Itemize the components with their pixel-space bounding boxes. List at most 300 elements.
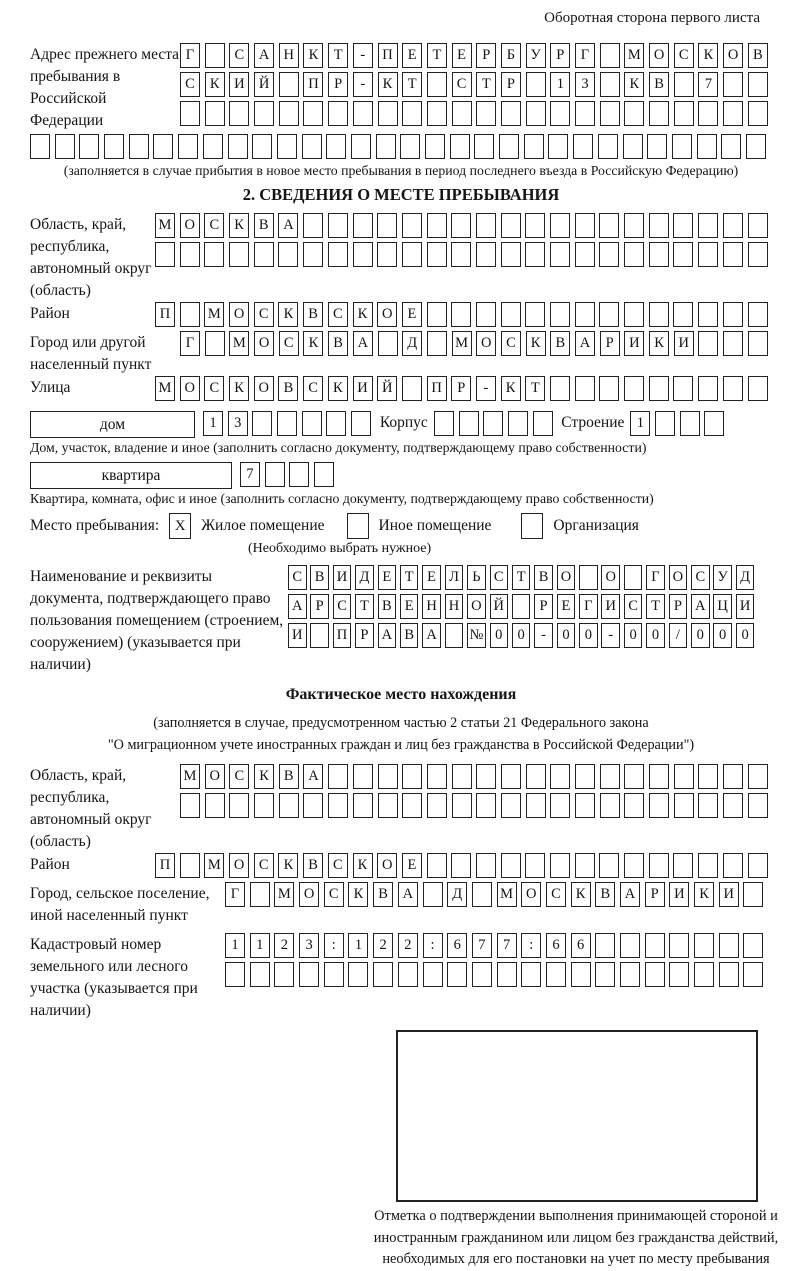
char-cell[interactable]: В bbox=[310, 565, 329, 590]
char-cell[interactable] bbox=[743, 962, 763, 987]
char-cell[interactable] bbox=[427, 764, 447, 789]
char-cell[interactable] bbox=[550, 764, 570, 789]
char-cell[interactable]: А bbox=[353, 331, 373, 356]
char-cell[interactable]: Е bbox=[402, 302, 422, 327]
char-cell[interactable] bbox=[274, 962, 294, 987]
char-cell[interactable] bbox=[451, 302, 471, 327]
char-cell[interactable] bbox=[649, 853, 669, 878]
char-cell[interactable]: С bbox=[254, 302, 274, 327]
char-cell[interactable] bbox=[748, 764, 768, 789]
char-cell[interactable] bbox=[575, 793, 595, 818]
char-cell[interactable] bbox=[314, 462, 334, 487]
char-cell[interactable]: 0 bbox=[646, 623, 665, 648]
char-cell[interactable] bbox=[550, 853, 570, 878]
char-cell[interactable] bbox=[698, 242, 718, 267]
char-cell[interactable]: : bbox=[521, 933, 541, 958]
char-cell[interactable]: Т bbox=[355, 594, 374, 619]
char-cell[interactable]: Р bbox=[310, 594, 329, 619]
char-cell[interactable] bbox=[620, 933, 640, 958]
char-cell[interactable]: Г bbox=[225, 882, 245, 907]
char-cell[interactable]: 2 bbox=[398, 933, 418, 958]
char-cell[interactable] bbox=[278, 242, 298, 267]
char-cell[interactable]: 0 bbox=[557, 623, 576, 648]
char-cell[interactable]: П bbox=[155, 853, 175, 878]
char-cell[interactable]: Н bbox=[422, 594, 441, 619]
char-cell[interactable] bbox=[674, 101, 694, 126]
char-cell[interactable] bbox=[427, 242, 447, 267]
char-cell[interactable] bbox=[599, 302, 619, 327]
char-cell[interactable] bbox=[748, 242, 768, 267]
char-cell[interactable] bbox=[279, 793, 299, 818]
char-cell[interactable]: С bbox=[229, 43, 249, 68]
char-cell[interactable] bbox=[623, 134, 643, 159]
char-cell[interactable]: М bbox=[497, 882, 517, 907]
char-cell[interactable] bbox=[575, 242, 595, 267]
char-cell[interactable]: И bbox=[601, 594, 620, 619]
char-cell[interactable] bbox=[445, 623, 464, 648]
char-cell[interactable]: К bbox=[348, 882, 368, 907]
char-cell[interactable] bbox=[526, 764, 546, 789]
char-cell[interactable] bbox=[575, 376, 595, 401]
char-cell[interactable]: Д bbox=[355, 565, 374, 590]
char-cell[interactable] bbox=[434, 411, 454, 436]
char-cell[interactable] bbox=[624, 565, 643, 590]
char-cell[interactable] bbox=[402, 376, 422, 401]
char-cell[interactable]: - bbox=[476, 376, 496, 401]
char-cell[interactable] bbox=[748, 72, 768, 97]
char-cell[interactable]: В bbox=[595, 882, 615, 907]
char-cell[interactable]: О bbox=[377, 853, 397, 878]
char-cell[interactable] bbox=[225, 962, 245, 987]
char-cell[interactable] bbox=[353, 242, 373, 267]
char-cell[interactable] bbox=[353, 793, 373, 818]
char-cell[interactable]: Ц bbox=[713, 594, 732, 619]
char-cell[interactable]: О bbox=[180, 213, 200, 238]
char-cell[interactable] bbox=[398, 962, 418, 987]
char-cell[interactable]: 2 bbox=[274, 933, 294, 958]
char-cell[interactable]: М bbox=[155, 376, 175, 401]
char-cell[interactable] bbox=[525, 242, 545, 267]
char-cell[interactable] bbox=[250, 962, 270, 987]
char-cell[interactable]: Е bbox=[422, 565, 441, 590]
char-cell[interactable] bbox=[425, 134, 445, 159]
char-cell[interactable] bbox=[180, 242, 200, 267]
char-cell[interactable]: О bbox=[476, 331, 496, 356]
char-cell[interactable] bbox=[104, 134, 124, 159]
char-cell[interactable] bbox=[277, 411, 297, 436]
char-cell[interactable]: Р bbox=[550, 43, 570, 68]
char-cell[interactable]: 6 bbox=[571, 933, 591, 958]
char-cell[interactable]: А bbox=[422, 623, 441, 648]
char-cell[interactable] bbox=[180, 853, 200, 878]
char-cell[interactable] bbox=[526, 101, 546, 126]
char-cell[interactable] bbox=[180, 302, 200, 327]
char-cell[interactable] bbox=[723, 376, 743, 401]
char-cell[interactable] bbox=[476, 302, 496, 327]
char-cell[interactable]: О bbox=[669, 565, 688, 590]
char-cell[interactable] bbox=[698, 331, 718, 356]
char-cell[interactable] bbox=[624, 764, 644, 789]
char-cell[interactable]: О bbox=[205, 764, 225, 789]
char-cell[interactable] bbox=[649, 101, 669, 126]
char-cell[interactable]: И bbox=[333, 565, 352, 590]
char-cell[interactable]: - bbox=[353, 43, 373, 68]
char-cell[interactable] bbox=[254, 793, 274, 818]
char-cell[interactable]: А bbox=[303, 764, 323, 789]
char-cell[interactable] bbox=[351, 134, 371, 159]
char-cell[interactable]: 1 bbox=[203, 411, 223, 436]
char-cell[interactable] bbox=[723, 302, 743, 327]
char-cell[interactable] bbox=[450, 134, 470, 159]
char-cell[interactable] bbox=[205, 101, 225, 126]
char-cell[interactable]: О bbox=[601, 565, 620, 590]
char-cell[interactable]: Р bbox=[476, 43, 496, 68]
char-cell[interactable]: О bbox=[229, 853, 249, 878]
char-cell[interactable]: 2 bbox=[373, 933, 393, 958]
char-cell[interactable] bbox=[303, 213, 323, 238]
char-cell[interactable] bbox=[674, 793, 694, 818]
char-cell[interactable]: 0 bbox=[713, 623, 732, 648]
char-cell[interactable]: 1 bbox=[348, 933, 368, 958]
char-cell[interactable] bbox=[645, 962, 665, 987]
char-cell[interactable] bbox=[704, 411, 724, 436]
char-cell[interactable]: М bbox=[624, 43, 644, 68]
char-cell[interactable] bbox=[501, 302, 521, 327]
char-cell[interactable] bbox=[524, 134, 544, 159]
char-cell[interactable]: О bbox=[649, 43, 669, 68]
char-cell[interactable]: 6 bbox=[447, 933, 467, 958]
char-cell[interactable] bbox=[723, 72, 743, 97]
char-cell[interactable]: М bbox=[180, 764, 200, 789]
char-cell[interactable] bbox=[476, 764, 496, 789]
char-cell[interactable] bbox=[698, 376, 718, 401]
char-cell[interactable] bbox=[748, 376, 768, 401]
char-cell[interactable] bbox=[748, 302, 768, 327]
char-cell[interactable] bbox=[743, 882, 763, 907]
char-cell[interactable] bbox=[180, 793, 200, 818]
char-cell[interactable] bbox=[289, 462, 309, 487]
char-cell[interactable]: - bbox=[534, 623, 553, 648]
char-cell[interactable]: А bbox=[691, 594, 710, 619]
char-cell[interactable] bbox=[723, 764, 743, 789]
char-cell[interactable] bbox=[351, 411, 371, 436]
char-cell[interactable]: В bbox=[303, 302, 323, 327]
char-cell[interactable]: Т bbox=[328, 43, 348, 68]
char-cell[interactable] bbox=[620, 962, 640, 987]
char-cell[interactable]: К bbox=[303, 43, 323, 68]
char-cell[interactable] bbox=[180, 101, 200, 126]
char-cell[interactable] bbox=[600, 43, 620, 68]
char-cell[interactable]: Б bbox=[501, 43, 521, 68]
char-cell[interactable]: Р bbox=[451, 376, 471, 401]
char-cell[interactable]: К bbox=[303, 331, 323, 356]
char-cell[interactable] bbox=[328, 213, 348, 238]
char-cell[interactable] bbox=[649, 376, 669, 401]
char-cell[interactable] bbox=[451, 213, 471, 238]
char-cell[interactable] bbox=[748, 101, 768, 126]
char-cell[interactable] bbox=[548, 134, 568, 159]
char-cell[interactable] bbox=[376, 134, 396, 159]
char-cell[interactable]: К bbox=[501, 376, 521, 401]
char-cell[interactable] bbox=[79, 134, 99, 159]
char-cell[interactable] bbox=[378, 331, 398, 356]
char-cell[interactable]: Т bbox=[402, 72, 422, 97]
char-cell[interactable] bbox=[694, 962, 714, 987]
char-cell[interactable]: У bbox=[526, 43, 546, 68]
char-cell[interactable] bbox=[252, 411, 272, 436]
char-cell[interactable]: К bbox=[278, 853, 298, 878]
char-cell[interactable] bbox=[310, 623, 329, 648]
char-cell[interactable]: Р bbox=[534, 594, 553, 619]
char-cell[interactable] bbox=[575, 302, 595, 327]
char-cell[interactable] bbox=[204, 242, 224, 267]
char-cell[interactable]: К bbox=[353, 302, 373, 327]
char-cell[interactable] bbox=[595, 933, 615, 958]
char-cell[interactable]: К bbox=[205, 72, 225, 97]
char-cell[interactable]: В bbox=[748, 43, 768, 68]
char-cell[interactable] bbox=[673, 242, 693, 267]
char-cell[interactable] bbox=[508, 411, 528, 436]
char-cell[interactable]: 0 bbox=[579, 623, 598, 648]
char-cell[interactable]: А bbox=[378, 623, 397, 648]
char-cell[interactable]: О bbox=[557, 565, 576, 590]
char-cell[interactable]: В bbox=[550, 331, 570, 356]
char-cell[interactable] bbox=[624, 242, 644, 267]
char-cell[interactable]: С bbox=[501, 331, 521, 356]
char-cell[interactable]: К bbox=[353, 853, 373, 878]
checkbox-other-premises[interactable] bbox=[347, 513, 369, 539]
char-cell[interactable]: К bbox=[378, 72, 398, 97]
char-cell[interactable]: Р bbox=[328, 72, 348, 97]
char-cell[interactable]: В bbox=[279, 764, 299, 789]
char-cell[interactable]: Р bbox=[645, 882, 665, 907]
char-cell[interactable]: И bbox=[229, 72, 249, 97]
char-cell[interactable] bbox=[673, 302, 693, 327]
char-cell[interactable]: С bbox=[328, 302, 348, 327]
char-cell[interactable]: Г bbox=[180, 331, 200, 356]
char-cell[interactable] bbox=[178, 134, 198, 159]
char-cell[interactable]: Д bbox=[736, 565, 755, 590]
char-cell[interactable] bbox=[402, 242, 422, 267]
char-cell[interactable] bbox=[649, 793, 669, 818]
char-cell[interactable] bbox=[599, 242, 619, 267]
char-cell[interactable] bbox=[452, 764, 472, 789]
char-cell[interactable] bbox=[600, 764, 620, 789]
char-cell[interactable]: С bbox=[691, 565, 710, 590]
char-cell[interactable] bbox=[324, 962, 344, 987]
char-cell[interactable]: 1 bbox=[550, 72, 570, 97]
char-cell[interactable] bbox=[427, 331, 447, 356]
char-cell[interactable] bbox=[303, 793, 323, 818]
char-cell[interactable] bbox=[252, 134, 272, 159]
char-cell[interactable] bbox=[723, 101, 743, 126]
char-cell[interactable] bbox=[697, 134, 717, 159]
char-cell[interactable]: Е bbox=[452, 43, 472, 68]
char-cell[interactable]: 0 bbox=[691, 623, 710, 648]
char-cell[interactable]: К bbox=[278, 302, 298, 327]
char-cell[interactable]: Й bbox=[490, 594, 509, 619]
char-cell[interactable] bbox=[600, 793, 620, 818]
char-cell[interactable] bbox=[472, 962, 492, 987]
char-cell[interactable]: В bbox=[400, 623, 419, 648]
char-cell[interactable] bbox=[719, 933, 739, 958]
char-cell[interactable] bbox=[521, 962, 541, 987]
char-cell[interactable]: 0 bbox=[512, 623, 531, 648]
char-cell[interactable] bbox=[451, 853, 471, 878]
char-cell[interactable] bbox=[655, 411, 675, 436]
char-cell[interactable]: А bbox=[398, 882, 418, 907]
char-cell[interactable]: М bbox=[204, 853, 224, 878]
char-cell[interactable] bbox=[599, 376, 619, 401]
char-cell[interactable] bbox=[254, 242, 274, 267]
char-cell[interactable]: И bbox=[669, 882, 689, 907]
char-cell[interactable]: С bbox=[452, 72, 472, 97]
char-cell[interactable] bbox=[525, 213, 545, 238]
char-cell[interactable]: П bbox=[155, 302, 175, 327]
char-cell[interactable] bbox=[377, 213, 397, 238]
char-cell[interactable]: А bbox=[278, 213, 298, 238]
char-cell[interactable]: 7 bbox=[240, 462, 260, 487]
char-cell[interactable] bbox=[155, 242, 175, 267]
char-cell[interactable] bbox=[680, 411, 700, 436]
char-cell[interactable] bbox=[229, 242, 249, 267]
char-cell[interactable] bbox=[427, 101, 447, 126]
char-cell[interactable]: Й bbox=[377, 376, 397, 401]
char-cell[interactable] bbox=[571, 962, 591, 987]
char-cell[interactable]: М bbox=[274, 882, 294, 907]
char-cell[interactable] bbox=[497, 962, 517, 987]
char-cell[interactable]: : bbox=[423, 933, 443, 958]
char-cell[interactable] bbox=[723, 213, 743, 238]
char-cell[interactable] bbox=[575, 764, 595, 789]
char-cell[interactable]: Н bbox=[445, 594, 464, 619]
house-type-box[interactable]: дом bbox=[30, 411, 195, 438]
char-cell[interactable] bbox=[353, 101, 373, 126]
char-cell[interactable] bbox=[599, 213, 619, 238]
char-cell[interactable]: Л bbox=[445, 565, 464, 590]
char-cell[interactable] bbox=[649, 213, 669, 238]
char-cell[interactable] bbox=[353, 213, 373, 238]
char-cell[interactable]: К bbox=[698, 43, 718, 68]
char-cell[interactable]: С bbox=[674, 43, 694, 68]
char-cell[interactable]: Е bbox=[400, 594, 419, 619]
char-cell[interactable] bbox=[452, 793, 472, 818]
char-cell[interactable] bbox=[575, 101, 595, 126]
char-cell[interactable]: Г bbox=[575, 43, 595, 68]
char-cell[interactable]: В bbox=[328, 331, 348, 356]
char-cell[interactable] bbox=[599, 853, 619, 878]
char-cell[interactable]: 3 bbox=[228, 411, 248, 436]
char-cell[interactable] bbox=[748, 853, 768, 878]
char-cell[interactable] bbox=[328, 764, 348, 789]
char-cell[interactable] bbox=[579, 565, 598, 590]
char-cell[interactable] bbox=[129, 134, 149, 159]
char-cell[interactable]: О bbox=[521, 882, 541, 907]
char-cell[interactable] bbox=[748, 793, 768, 818]
char-cell[interactable] bbox=[669, 962, 689, 987]
char-cell[interactable] bbox=[698, 853, 718, 878]
char-cell[interactable]: И bbox=[288, 623, 307, 648]
char-cell[interactable]: Т bbox=[646, 594, 665, 619]
char-cell[interactable] bbox=[672, 134, 692, 159]
char-cell[interactable]: С bbox=[204, 213, 224, 238]
char-cell[interactable] bbox=[698, 101, 718, 126]
char-cell[interactable]: К bbox=[328, 376, 348, 401]
char-cell[interactable]: 6 bbox=[546, 933, 566, 958]
char-cell[interactable]: В bbox=[378, 594, 397, 619]
char-cell[interactable] bbox=[229, 793, 249, 818]
char-cell[interactable] bbox=[472, 882, 492, 907]
char-cell[interactable] bbox=[598, 134, 618, 159]
char-cell[interactable]: М bbox=[452, 331, 472, 356]
char-cell[interactable] bbox=[723, 793, 743, 818]
char-cell[interactable]: Т bbox=[512, 565, 531, 590]
char-cell[interactable] bbox=[476, 101, 496, 126]
char-cell[interactable]: Р bbox=[600, 331, 620, 356]
char-cell[interactable]: № bbox=[467, 623, 486, 648]
char-cell[interactable]: К bbox=[254, 764, 274, 789]
char-cell[interactable]: / bbox=[669, 623, 688, 648]
char-cell[interactable] bbox=[525, 853, 545, 878]
char-cell[interactable] bbox=[326, 134, 346, 159]
char-cell[interactable]: 0 bbox=[624, 623, 643, 648]
char-cell[interactable]: Е bbox=[402, 853, 422, 878]
char-cell[interactable]: В bbox=[534, 565, 553, 590]
char-cell[interactable]: 7 bbox=[472, 933, 492, 958]
char-cell[interactable]: Й bbox=[254, 72, 274, 97]
char-cell[interactable]: С bbox=[229, 764, 249, 789]
char-cell[interactable]: 1 bbox=[250, 933, 270, 958]
char-cell[interactable]: Т bbox=[400, 565, 419, 590]
char-cell[interactable]: 3 bbox=[299, 933, 319, 958]
char-cell[interactable] bbox=[719, 962, 739, 987]
char-cell[interactable] bbox=[501, 853, 521, 878]
char-cell[interactable]: М bbox=[155, 213, 175, 238]
char-cell[interactable] bbox=[205, 331, 225, 356]
char-cell[interactable]: С bbox=[333, 594, 352, 619]
char-cell[interactable] bbox=[452, 101, 472, 126]
char-cell[interactable]: А bbox=[288, 594, 307, 619]
char-cell[interactable]: В bbox=[254, 213, 274, 238]
char-cell[interactable]: С bbox=[288, 565, 307, 590]
char-cell[interactable] bbox=[550, 213, 570, 238]
char-cell[interactable]: Р bbox=[669, 594, 688, 619]
char-cell[interactable] bbox=[483, 411, 503, 436]
char-cell[interactable] bbox=[624, 376, 644, 401]
char-cell[interactable] bbox=[600, 101, 620, 126]
char-cell[interactable]: Д bbox=[402, 331, 422, 356]
char-cell[interactable] bbox=[476, 853, 496, 878]
char-cell[interactable]: С bbox=[546, 882, 566, 907]
char-cell[interactable]: О bbox=[254, 331, 274, 356]
char-cell[interactable]: М bbox=[229, 331, 249, 356]
char-cell[interactable] bbox=[645, 933, 665, 958]
char-cell[interactable]: : bbox=[324, 933, 344, 958]
char-cell[interactable]: П bbox=[303, 72, 323, 97]
char-cell[interactable] bbox=[328, 101, 348, 126]
char-cell[interactable] bbox=[550, 101, 570, 126]
char-cell[interactable] bbox=[698, 793, 718, 818]
char-cell[interactable] bbox=[205, 793, 225, 818]
char-cell[interactable]: - bbox=[601, 623, 620, 648]
char-cell[interactable] bbox=[153, 134, 173, 159]
char-cell[interactable]: Е bbox=[557, 594, 576, 619]
char-cell[interactable]: П bbox=[333, 623, 352, 648]
char-cell[interactable] bbox=[459, 411, 479, 436]
char-cell[interactable] bbox=[265, 462, 285, 487]
char-cell[interactable] bbox=[550, 302, 570, 327]
char-cell[interactable] bbox=[721, 134, 741, 159]
